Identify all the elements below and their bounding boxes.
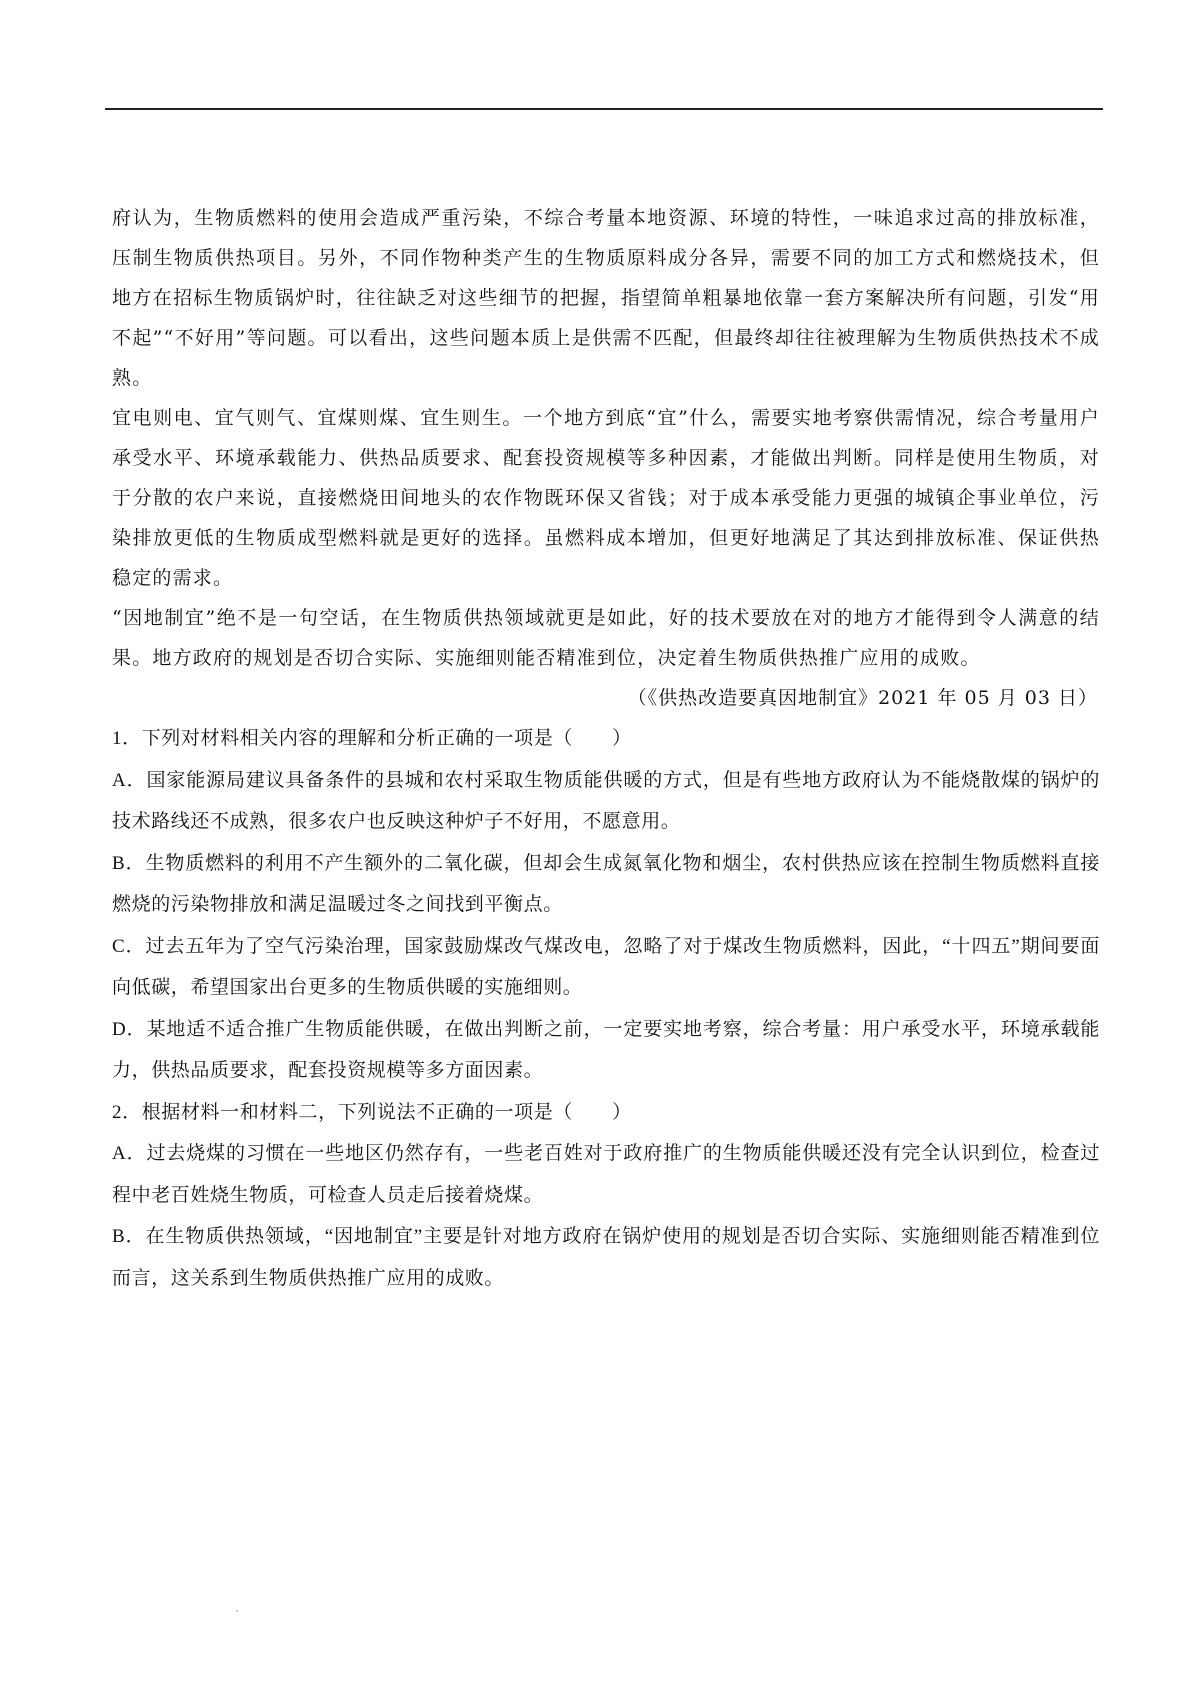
passage-source: （《供热改造要真因地制宜》2021 年 05 月 03 日） [627,687,1098,709]
question-2-stem: 2．根据材料一和材料二，下列说法不正确的一项是（ ） [112,1101,632,1123]
passage-paragraph-1: 府认为，生物质燃料的使用会造成严重污染，不综合考量本地资源、环境的特性，一味追求过高的排放标准，压制生物质供热项目。另外，不同作物种类产生的生物质原料成分各异，需要不同的加工方式和燃烧技术，但地方在招标生物质锅炉时，往往缺乏对这些细节的把握，指望简单粗暴地依靠一套方案解决所有问题，引发“用不起”“不好用”等问题。可以看出，这些问题本质上是供需不匹配，但最终却往往被理解为生物质供热技术不成熟。 [112,207,1100,389]
header-rule [105,108,1103,110]
passage-paragraph-2: 宜电则电、宜气则气、宜煤则煤、宜生则生。一个地方到底“宜”什么，需要实地考察供需情况，综合考量用户承受水平、环境承载能力、供热品质要求、配套投资规模等多种因素，才能做出判断。同样是使用生物质，对于分散的农户来说，直接燃烧田间地头的农作物既环保又省钱；对于成本承受能力更强的城镇企事业单位，污染排放更低的生物质成型燃料就是更好的选择。虽燃料成本增加，但更好地满足了其达到排放标准、保证供热稳定的需求。 [112,407,1100,589]
question-2-option-b: B．在生物质供热领域，“因地制宜”主要是针对地方政府在锅炉使用的规划是否切合实际、实施细则能否精准到位而言，这关系到生物质供热推广应用的成败。 [112,1226,1100,1289]
question-1-stem: 1．下列对材料相关内容的理解和分析正确的一项是（ ） [112,728,632,749]
footer-mark [236,1610,238,1612]
question-1-option-a: A．国家能源局建议具备条件的县城和农村采取生物质能供暖的方式，但是有些地方政府认为不能烧散煤的锅炉的技术路线还不成熟，很多农户也反映这种炉子不好用，不愿意用。 [112,769,1100,832]
question-1-option-b: B．生物质燃料的利用不产生额外的二氧化碳，但却会生成氮氧化物和烟尘，农村供热应该在控制生物质燃料直接燃烧的污染物排放和满足温暖过冬之间找到平衡点。 [112,852,1100,915]
question-1-option-d: D．某地适不适合推广生物质能供暖，在做出判断之前，一定要实地考察，综合考量：用户承受水平，环境承载能力，供热品质要求，配套投资规模等多方面因素。 [112,1018,1100,1081]
question-2-option-a: A．过去烧煤的习惯在一些地区仍然存有，一些老百姓对于政府推广的生物质能供暖还没有完全认识到位，检查过程中老百姓烧生物质，可检查人员走后接着烧煤。 [112,1143,1100,1206]
passage-paragraph-3: “因地制宜”绝不是一句空话，在生物质供热领域就更是如此，好的技术要放在对的地方才能得到令人满意的结果。地方政府的规划是否切合实际、实施细则能否精准到位，决定着生物质供热推广应用的成败。 [112,607,1100,669]
question-1-option-c: C．过去五年为了空气污染治理，国家鼓励煤改气煤改电，忽略了对于煤改生物质燃料，因此，“十四五”期间要面向低碳，希望国家出台更多的生物质供暖的实施细则。 [112,935,1100,998]
document-body [112,198,1100,1299]
